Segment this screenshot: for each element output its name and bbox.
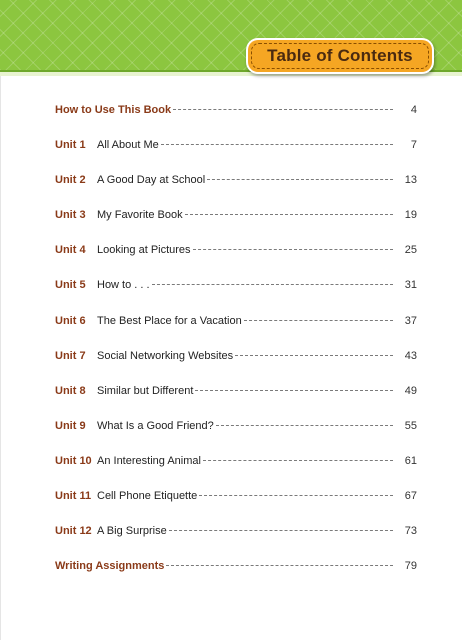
dot-leader [161, 144, 393, 145]
toc-page-number: 61 [404, 454, 417, 467]
toc-page-number: 67 [404, 490, 417, 503]
toc-entry-unit-9[interactable] [55, 420, 417, 455]
toc-unit-label: Unit 6 [55, 314, 86, 327]
toc-page-number: 55 [404, 419, 417, 432]
toc-entry-title: Writing Assignments [55, 560, 165, 573]
toc-entry-unit-3[interactable] [55, 209, 417, 244]
toc-unit-label: Unit 11 [55, 490, 92, 503]
toc-entry-unit-4[interactable] [55, 244, 417, 279]
header-stripe [0, 72, 462, 76]
dot-leader [166, 565, 393, 566]
toc-page-number: 7 [410, 139, 417, 152]
toc-entry-how-to-use[interactable] [55, 104, 417, 139]
toc-entry-title: How to . . . [97, 279, 150, 292]
toc-unit-label: Unit 9 [55, 419, 86, 432]
toc-entry-unit-12[interactable] [55, 525, 417, 560]
toc-entry-title: Similar but Different [97, 384, 194, 397]
toc-unit-label: Unit 1 [55, 139, 86, 152]
toc-page-number: 4 [410, 104, 417, 116]
toc-page-number: 73 [404, 525, 417, 538]
dot-leader [244, 320, 393, 321]
toc-entry-writing-assignments[interactable] [55, 560, 417, 595]
toc-entry-unit-2[interactable] [55, 174, 417, 209]
toc-page-number: 25 [404, 244, 417, 257]
dot-leader [152, 284, 393, 285]
toc-unit-label: Unit 4 [55, 244, 86, 257]
dot-leader [195, 390, 393, 391]
toc-unit-label: Unit 7 [55, 349, 86, 362]
dot-leader [193, 249, 393, 250]
table-of-contents [55, 104, 417, 595]
toc-page-number: 37 [404, 314, 417, 327]
toc-unit-label: Unit 5 [55, 279, 86, 292]
dot-leader [199, 495, 393, 496]
toc-entry-title: How to Use This Book [55, 104, 172, 116]
toc-entry-title: A Good Day at School [97, 174, 206, 187]
toc-entry-unit-5[interactable] [55, 279, 417, 314]
toc-page-number: 31 [404, 279, 417, 292]
toc-page-number: 19 [404, 209, 417, 222]
toc-page-number: 79 [404, 560, 417, 573]
toc-entry-title: Social Networking Websites [97, 349, 234, 362]
dot-leader [169, 530, 393, 531]
toc-entry-unit-8[interactable] [55, 385, 417, 420]
toc-entry-title: The Best Place for a Vacation [97, 314, 242, 327]
toc-unit-label: Unit 10 [55, 454, 92, 467]
dot-leader [185, 214, 393, 215]
toc-entry-title: An Interesting Animal [97, 454, 201, 467]
toc-page-number: 43 [404, 349, 417, 362]
toc-unit-label: Unit 3 [55, 209, 86, 222]
page-edge [0, 76, 1, 640]
toc-entry-title: My Favorite Book [97, 209, 183, 222]
toc-entry-unit-7[interactable] [55, 350, 417, 385]
toc-page-number: 13 [404, 174, 417, 187]
toc-entry-unit-1[interactable] [55, 139, 417, 174]
toc-entry-title: A Big Surprise [97, 525, 167, 538]
toc-entry-unit-10[interactable] [55, 455, 417, 490]
toc-entry-title: Looking at Pictures [97, 244, 191, 257]
toc-entry-title: Cell Phone Etiquette [97, 490, 198, 503]
toc-unit-label: Unit 8 [55, 384, 86, 397]
dot-leader [216, 425, 393, 426]
toc-entry-unit-11[interactable] [55, 490, 417, 525]
toc-entry-unit-6[interactable] [55, 315, 417, 350]
dot-leader [203, 460, 393, 461]
toc-unit-label: Unit 12 [55, 525, 92, 538]
title-badge [248, 40, 432, 72]
dot-leader [173, 109, 393, 110]
dot-leader [235, 355, 393, 356]
dot-leader [207, 179, 393, 180]
toc-entry-title: What Is a Good Friend? [97, 419, 214, 432]
toc-page-number: 49 [404, 384, 417, 397]
toc-entry-title: All About Me [97, 139, 159, 152]
toc-unit-label: Unit 2 [55, 174, 86, 187]
page-title: Table of Contents [267, 46, 413, 65]
